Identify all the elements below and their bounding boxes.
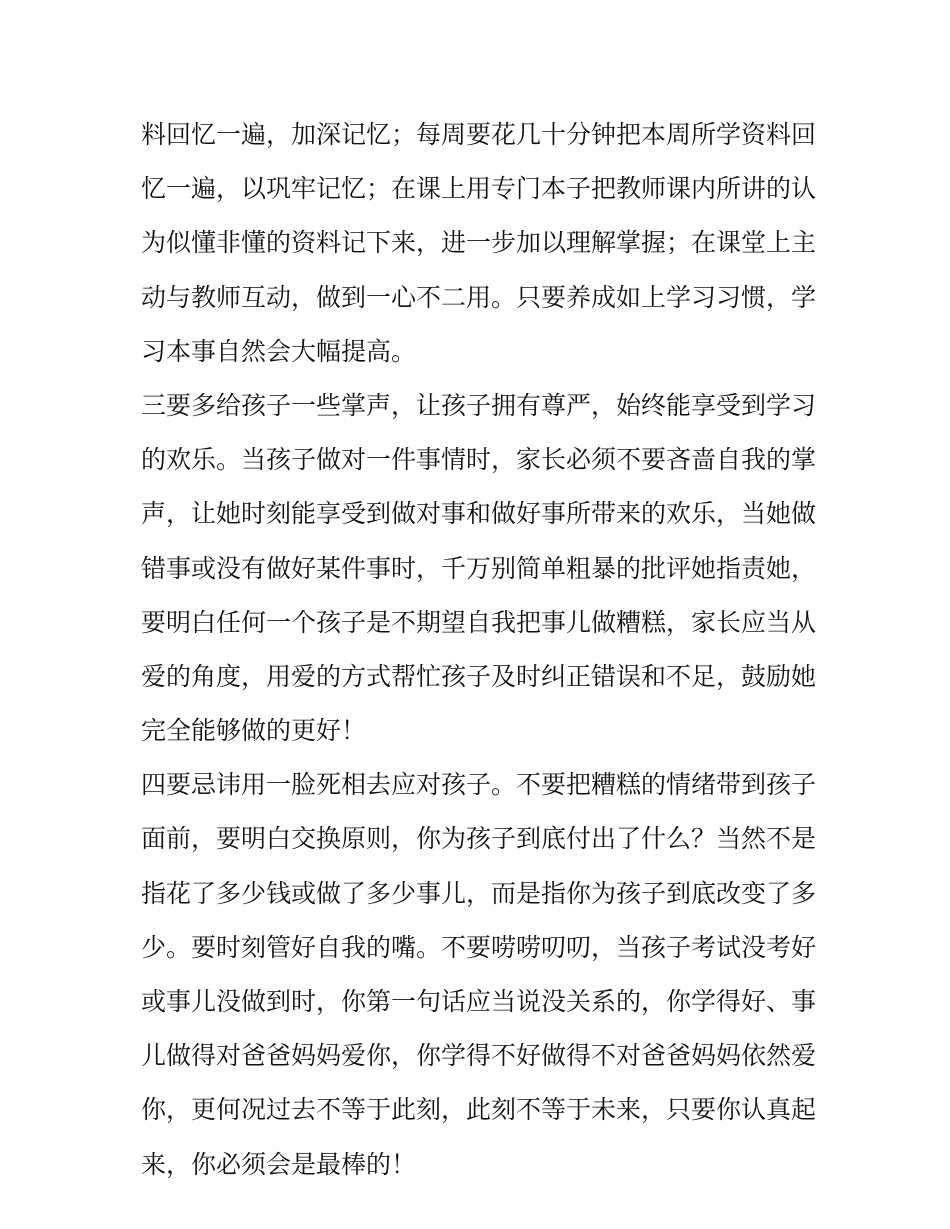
text-line: 四要忌讳用一脸死相去应对孩子。不要把糟糕的情绪带到孩子 [141, 770, 816, 800]
text-line: 要明白任何一个孩子是不期望自我把事儿做糟糕，家长应当从 [141, 607, 816, 637]
text-line: 或事儿没做到时，你第一句话应当说没关系的，你学得好、事 [141, 987, 816, 1016]
text-line: 的欢乐。当孩子做对一件事情时，家长必须不要吝啬自我的掌 [141, 445, 816, 475]
text-line: 忆一遍，以巩牢记忆；在课上用专门本子把教师课内所讲的认 [141, 174, 816, 204]
text-line: 面前，要明白交换原则，你为孩子到底付出了什么？当然不是 [141, 824, 816, 854]
text-line: 来，你必须会是最棒的！ [141, 1149, 417, 1179]
text-line: 爱的角度，用爱的方式帮忙孩子及时纠正错误和不足，鼓励她 [141, 661, 816, 691]
text-line: 为似懂非懂的资料记下来，进一步加以理解掌握；在课堂上主 [141, 228, 816, 258]
text-line: 习本事自然会大幅提高。 [141, 336, 417, 366]
text-line: 你，更何况过去不等于此刻，此刻不等于未来，只要你认真起 [141, 1095, 816, 1125]
text-line: 完全能够做的更好！ [141, 716, 367, 746]
text-line: 指花了多少钱或做了多少事儿，而是指你为孩子到底改变了多 [141, 878, 816, 908]
text-line: 三要多给孩子一些掌声，让孩子拥有尊严，始终能享受到学习 [141, 390, 816, 420]
text-line: 动与教师互动，做到一心不二用。只要养成如上学习习惯，学 [141, 282, 816, 312]
text-line: 错事或没有做好某件事时，千万别简单粗暴的批评她指责她， [141, 553, 816, 583]
text-line: 少。要时刻管好自我的嘴。不要唠唠叨叨，当孩子考试没考好 [141, 932, 816, 962]
text-line: 料回忆一遍，加深记忆；每周要花几十分钟把本周所学资料回 [141, 120, 816, 149]
text-line: 儿做得对爸爸妈妈爱你，你学得不好做得不对爸爸妈妈依然爱 [141, 1041, 816, 1071]
text-line: 声，让她时刻能享受到做对事和做好事所带来的欢乐，当她做 [141, 499, 816, 529]
document-body [141, 108, 816, 1192]
